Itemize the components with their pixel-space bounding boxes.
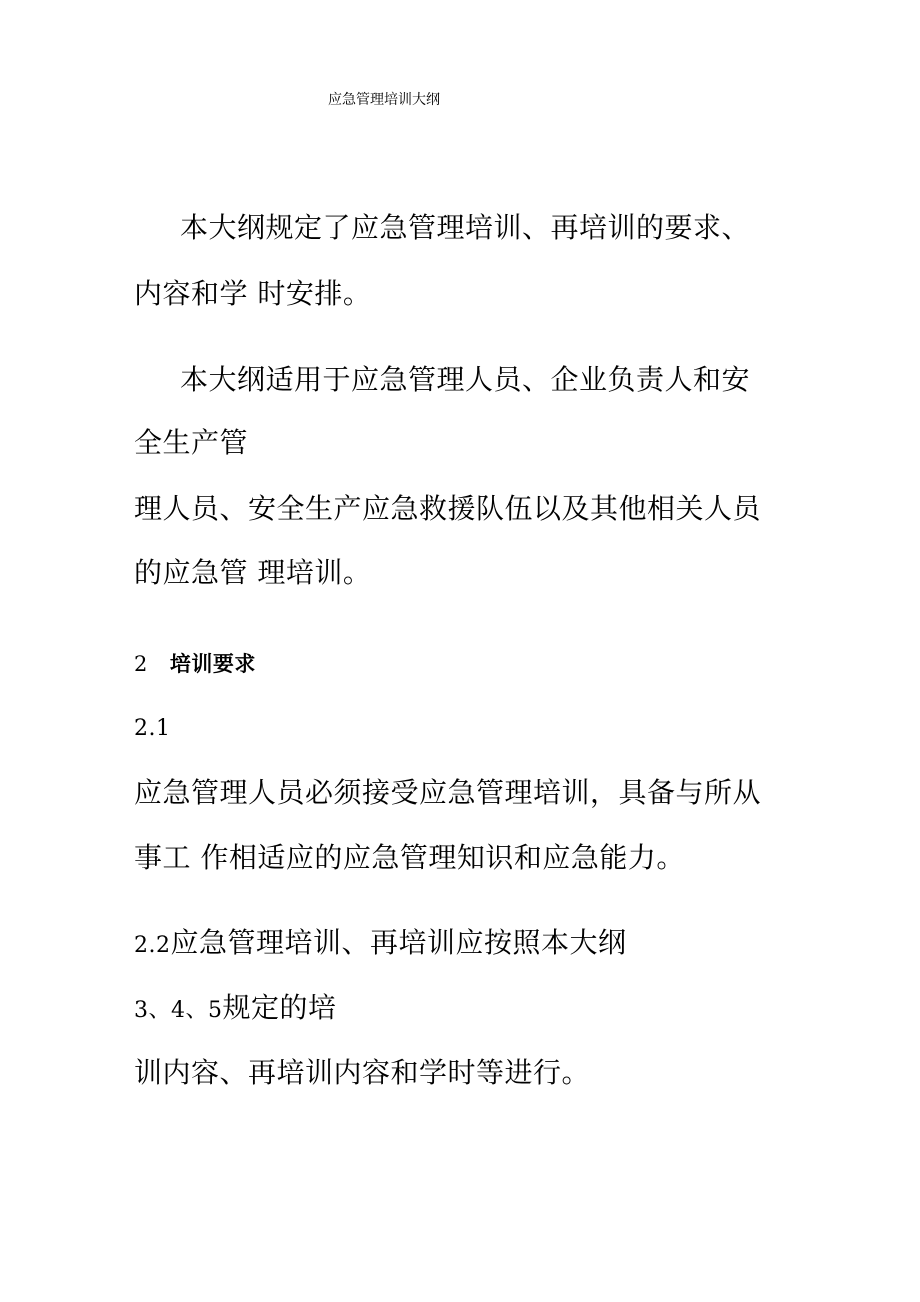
section-2-2-line-1 (134, 925, 627, 964)
document-title: 应急管理培训大纲 (328, 92, 440, 108)
scope-paragraph-line-2: 内容和学 时安排。 (134, 277, 372, 310)
applicability-paragraph-line-1: 本大纲适用于应急管理人员、企业负责人和安 (180, 363, 751, 396)
applicability-paragraph-line-3: 理人员、安全生产应急救援队伍以及其他相关人员 (134, 492, 762, 525)
section-2-2-number: 2.2 (134, 933, 171, 958)
section-2-2-line-2-text: 规定的培 (222, 991, 337, 1024)
applicability-paragraph-line-4: 的应急管 理培训。 (134, 556, 372, 589)
section-2-heading (134, 650, 256, 678)
section-2-1-line-2: 事工 作相适应的应急管理知识和应急能力。 (134, 841, 685, 874)
section-2-2-text: 应急管理培训、再培训应按照本大纲 (170, 926, 627, 959)
applicability-paragraph-line-2: 全生产管 (134, 426, 249, 459)
section-2-2-line-3: 训内容、再培训内容和学时等进行。 (134, 1056, 591, 1089)
section-2-2-line-2 (134, 990, 337, 1029)
section-2-number: 2 (134, 652, 148, 676)
section-2-1-line-1: 应急管理人员必须接受应急管理培训，具备与所从 (134, 776, 762, 809)
section-2-title: 培训要求 (169, 652, 256, 676)
section-refs: 3、4、5 (134, 998, 223, 1023)
section-2-1-number: 2.1 (134, 716, 171, 741)
scope-paragraph-line-1: 本大纲规定了应急管理培训、再培训的要求、 (180, 211, 751, 244)
